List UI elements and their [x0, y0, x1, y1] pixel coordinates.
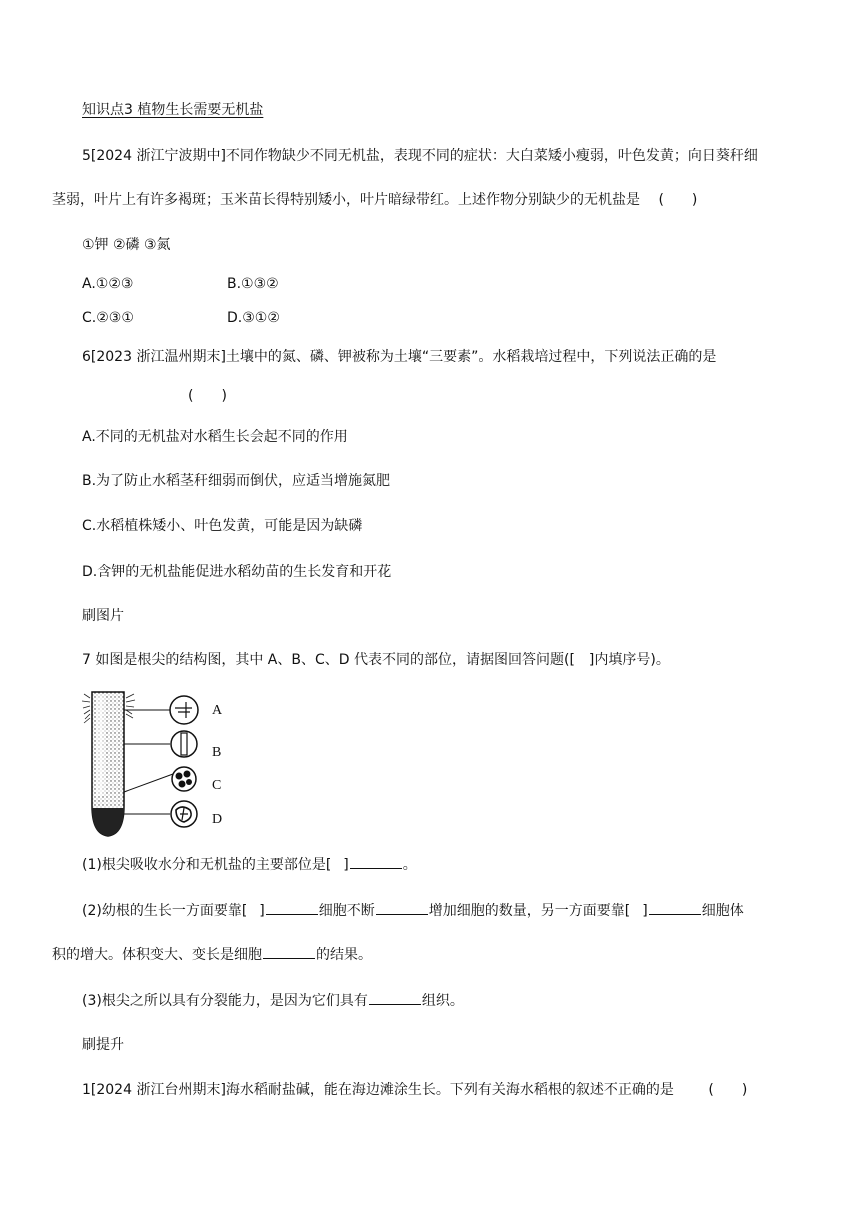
q7-stem: 7 如图是根尖的结构图，其中 A、B、C、D 代表不同的部位，请据图回答问题([ ]内填序号)。	[82, 652, 670, 668]
q7-sub1	[82, 854, 417, 875]
q5-stem-text: 茎弱，叶片上有许多褐斑；玉米苗长得特别矮小，叶片暗绿带红。上述作物分别缺少的无机盐是	[52, 192, 640, 208]
q6-stem: 6[2023 浙江温州期末]土壤中的氮、磷、钾被称为土壤“三要素”。水稻栽培过程中，下列说法正确的是	[82, 349, 717, 365]
zone-d-magnifier	[171, 801, 197, 827]
q7-sub3	[82, 990, 464, 1011]
label-c: C	[212, 778, 222, 793]
q7-sub2-text-a: (2)幼根的生长一方面要靠[	[82, 903, 248, 919]
q7-sub3-text: (3)根尖之所以具有分裂能力，是因为它们具有	[82, 993, 368, 1009]
q7-sub2-bracket-1: ]	[259, 903, 265, 919]
q5-options-row1	[82, 274, 372, 294]
q1-stem	[82, 1080, 747, 1100]
q6-answer-paren: ( )	[188, 388, 227, 404]
q7-sub2-blank-2	[376, 900, 428, 915]
q7-sub2-line1	[82, 900, 744, 921]
q5-option-d: D.③①②	[227, 310, 280, 326]
q6-option-d: D.含钾的无机盐能促进水稻幼苗的生长发育和开花	[82, 564, 392, 580]
q5-stem-line2	[52, 190, 697, 210]
q6-option-a: A.不同的无机盐对水稻生长会起不同的作用	[82, 429, 348, 445]
q7-sub1-blank	[350, 854, 402, 869]
q5-answer-paren: ( )	[658, 192, 698, 208]
q6-option-b: B.为了防止水稻茎秆细弱而倒伏，应适当增施氮肥	[82, 473, 391, 489]
q7-sub2-line2	[52, 944, 372, 965]
q7-sub2-text-f: 细胞体	[701, 903, 744, 919]
root-cap	[92, 808, 124, 836]
q5-stem-line1: 5[2024 浙江宁波期中]不同作物缺少不同无机盐，表现不同的症状：大白菜矮小瘦弱，叶色发黄；向日葵秆细	[82, 148, 758, 164]
q7-sub2-blank-1	[266, 900, 318, 915]
zone-c-magnifier	[172, 767, 196, 791]
q7-sub1-text: (1)根尖吸收水分和无机盐的主要部位是[	[82, 857, 332, 873]
section2-title: 刷图片	[82, 608, 124, 624]
root-tip-diagram	[82, 688, 232, 838]
q1-stem-text: 1[2024 浙江台州期末]海水稻耐盐碱，能在海边滩涂生长。下列有关海水稻根的叙述不正确的是	[82, 1082, 674, 1098]
q7-sub2-text-g: 积的增大。体积变大、变长是细胞	[52, 947, 262, 963]
q7-sub2-text-h: 的结果。	[316, 947, 372, 963]
q7-sub2-text-d: 增加细胞的数量，另一方面要靠[	[428, 903, 631, 919]
zone-a-magnifier	[170, 696, 198, 724]
q7-sub1-end: 。	[402, 857, 417, 873]
q5-option-b: B.①③②	[227, 276, 279, 292]
label-b: B	[212, 745, 222, 760]
q5-items: ①钾 ②磷 ③氮	[82, 237, 171, 253]
zone-b-magnifier	[171, 731, 197, 757]
q1-answer-paren: ( )	[708, 1082, 748, 1098]
q7-sub2-bracket-2: ]	[642, 903, 648, 919]
section-title: 知识点3 植物生长需要无机盐	[82, 102, 264, 118]
section3-title: 刷提升	[82, 1037, 124, 1053]
q7-sub3-end: 组织。	[421, 993, 464, 1009]
q5-options-row2	[82, 308, 372, 328]
q5-option-a: A.①②③	[82, 276, 134, 292]
q7-sub2-blank-3	[649, 900, 701, 915]
q5-option-c: C.②③①	[82, 310, 134, 326]
q7-sub2-blank-4	[263, 944, 315, 959]
q7-sub3-blank	[369, 990, 421, 1005]
q7-sub2-text-c: 细胞不断	[318, 903, 375, 919]
label-d: D	[212, 812, 223, 827]
label-a: A	[212, 703, 223, 718]
q6-option-c: C.水稻植株矮小、叶色发黄，可能是因为缺磷	[82, 518, 363, 534]
q7-sub1-bracket: ]	[343, 857, 349, 873]
